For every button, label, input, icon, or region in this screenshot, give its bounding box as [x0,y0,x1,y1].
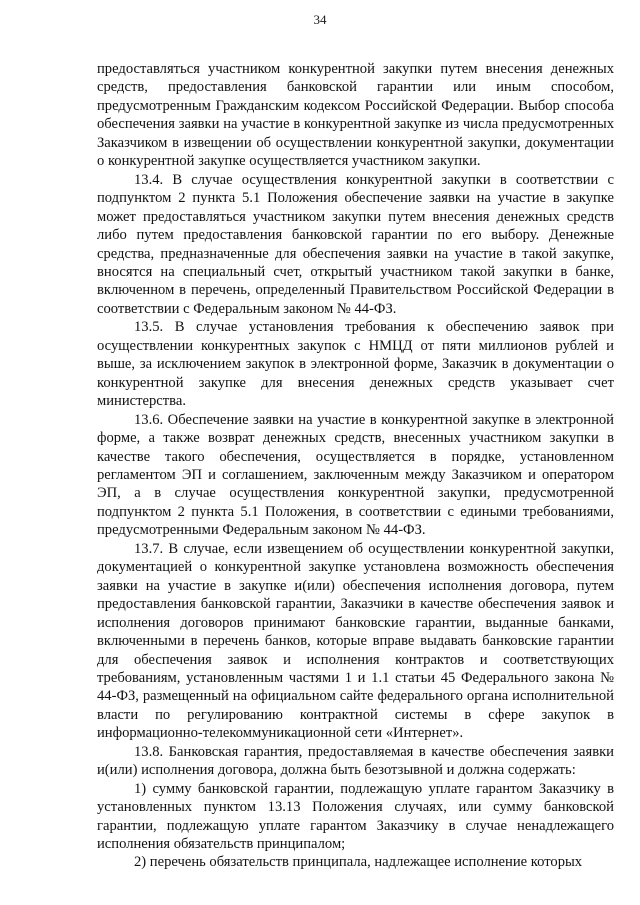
list-item-1: 1) сумму банковской гарантии, подлежащую уплате гарантом Заказчику в установленных пунктом 13.13 Положения случаях, или сумму банковской гарантии, подлежащую уплате гарантом Заказчику в случае ненадлежащего исполнения обязательств принципалом; [97,780,614,853]
paragraph-13-5: 13.5. В случае установления требования к обеспечению заявок при осуществлении конкурентных закупок с НМЦД от пяти миллионов рублей и выше, за исключением закупок в электронной форме, Заказчик в документации о конкурентной закупке для внесения денежных средств указывает счет министерства. [97,319,614,410]
paragraph-continuation: предоставляться участником конкурентной закупки путем внесения денежных средств, предоставления банковской гарантии или иным способом, предусмотренным Гражданским кодексом Российской Федерации. Выбор способа обеспечения заявки на участие в конкурентной закупке из числа предусмотренных Заказчиком в извещении об осуществлении конкурентной закупки, документации о конкурентной закупке осуществляется участником закупки. [97,61,614,170]
paragraph-13-4: 13.4. В случае осуществления конкурентной закупки в соответствии с подпунктом 2 пункта 5.1 Положения обеспечение заявки на участие в закупке может предоставляться участником закупки путем внесения денежных средств либо путем предоставления банковской гарантии по его выбору. Денежные средства, предназначенные для обеспечения заявки на участие в такой закупке, вносятся на специальный счет, открытый участником такой закупки в банке, включенном в перечень, определенный Правительством Российской Федерации в соответствии с Федеральным законом № 44-ФЗ. [97,171,614,317]
list-item-2: 2) перечень обязательств принципала, надлежащее исполнение которых [134,854,583,871]
paragraph-13-7: 13.7. В случае, если извещением об осуществлении конкурентной закупки, документацией о конкурентной закупке установлена возможность обеспечения заявки на участие в закупке и(или) обеспечения исполнения договора, путем предоставления банковской гарантии, Заказчики в качестве обеспечения заявок и исполнения договоров принимают банковские гарантии, выданные банками, включенными в перечень банков, которые вправе выдавать банковские гарантии для обеспечения заявок и исполнения контрактов и соответствующих требованиям, установленным частями 1 и 1.1 статьи 45 Федерального закона № 44-ФЗ, размещенный на официальном сайте федерального органа исполнительной власти по регулированию контрактной системы в сфере закупок в информационно-телекоммуникационной сети «Интернет». [97,540,614,742]
paragraph-13-6: 13.6. Обеспечение заявки на участие в конкурентной закупке в электронной форме, а также возврат денежных средств, внесенных участником закупки в качестве такого обеспечения, осуществляется в порядке, установленном регламентом ЭП и соглашением, заключенным между Заказчиком и оператором ЭП, а в случае осуществления конкурентной закупки, предусмотренной подпунктом 2 пункта 5.1 Положения, в соответствии с едиными требованиями, предусмотренными Федеральным законом № 44-ФЗ. [97,411,614,539]
paragraph-13-8: 13.8. Банковская гарантия, предоставляемая в качестве обеспечения заявки и(или) исполнения договора, должна быть безотзывной и должна содержать: [97,743,614,779]
document-body [97,60,614,872]
page-number: 34 [313,12,327,27]
